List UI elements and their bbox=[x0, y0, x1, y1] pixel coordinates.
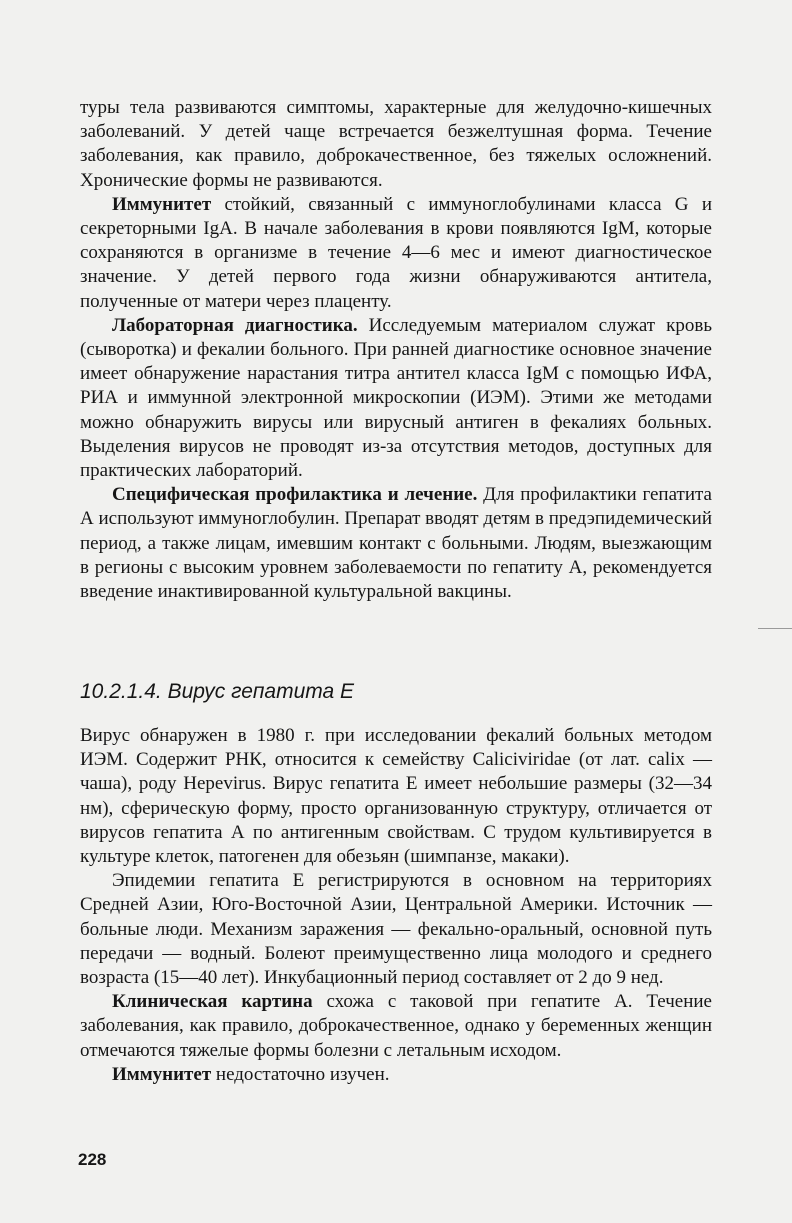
section-title: 10.2.1.4. Вирус гепатита Е bbox=[80, 680, 355, 703]
paragraph-text: схожа с таковой при гепатите А. Течение заболевания, как правило, доброкачественное, однако у беременных женщин отмечаются тяжелые формы болезни с летальным исходом. bbox=[80, 991, 712, 1061]
paragraph-text: Для профилактики гепатита А используют иммуноглобулин. Препарат вводят детям в предэпидемический период, а также лицам, имевшим контакт с больными. Людям, выезжающим в регионы с высоким уровнем заболеваемости по гепатиту А, рекомендуется введение инактивированной культуральной вакцины. bbox=[80, 484, 712, 603]
paragraph-term: Иммунитет bbox=[112, 193, 212, 215]
paragraph-term: Лабораторная диагностика. bbox=[112, 314, 358, 336]
paragraph-text: туры тела развиваются симптомы, характерные для желудочно-кишечных заболеваний. У детей чаще встречается безжелтушная форма. Течение заболевания, как правило, доброкачественное, без тяжелых осложнений. Хронические формы не развиваются. bbox=[80, 97, 712, 191]
paragraph-text: Эпидемии гепатита Е регистрируются в основном на территориях Средней Азии, Юго-Восточной Азии, Центральной Америки. Источник — больные люди. Механизм заражения — фекально-оральный, основной путь передачи — водный. Болеют преимущественно лица молодого и среднего возраста (15—40 лет). Инкубационный период составляет от 2 до 9 нед. bbox=[80, 870, 712, 989]
paragraph-virus-discovery bbox=[80, 724, 712, 869]
paragraph-term: Клиническая картина bbox=[112, 991, 313, 1013]
paragraph-epidemics bbox=[80, 869, 712, 990]
paragraph-prophylaxis bbox=[80, 483, 712, 604]
paragraph-term: Специфическая профилактика и лечение. bbox=[112, 484, 478, 506]
paragraph-immunity-e bbox=[80, 1063, 712, 1087]
text-block-bottom bbox=[80, 724, 712, 1087]
paragraph-text: Исследуемым материалом служат кровь (сыворотка) и фекалии больного. При ранней диагностике основное значение имеет обнаружение нарастания титра антител класса IgM с помощью ИФА, РИА и иммунной электронной микроскопии (ИЭМ). Этими же методами можно обнаружить вирусы или вирусный антиген в фекалиях больных. Выделения вирусов не проводят из-за отсутствия методов, доступных для практических лабораторий. bbox=[80, 314, 712, 482]
paragraph-clinical-picture bbox=[80, 990, 712, 1063]
page-edge-mark bbox=[758, 628, 792, 629]
paragraph-term: Иммунитет bbox=[112, 1063, 212, 1085]
paragraph-text: стойкий, связанный с иммуноглобулинами класса G и секреторными IgA. В начале заболевания в крови появляются IgM, которые сохраняются в организме в течение 4—6 мес и имеют диагностическое значение. У детей первого года жизни обнаруживаются антитела, полученные от матери через плаценту. bbox=[80, 193, 712, 312]
paragraph-continuation bbox=[80, 96, 712, 193]
page-number: 228 bbox=[78, 1150, 107, 1169]
paragraph-text: недостаточно изучен. bbox=[211, 1063, 390, 1085]
text-block-top bbox=[80, 96, 712, 604]
paragraph-text: Вирус обнаружен в 1980 г. при исследовании фекалий больных методом ИЭМ. Содержит РНК, относится к семейству Caliciviridae (от лат. calix — чаша), роду Hepevirus. Вирус гепатита Е имеет небольшие размеры (32—34 нм), сферическую форму, просто организованную структуру, отличается от вирусов гепатита А по антигенным свойствам. С трудом культивируется в культуре клеток, патогенен для обезьян (шимпанзе, макаки). bbox=[80, 725, 712, 868]
paragraph-immunity bbox=[80, 193, 712, 314]
paragraph-lab-diagnostics bbox=[80, 314, 712, 483]
